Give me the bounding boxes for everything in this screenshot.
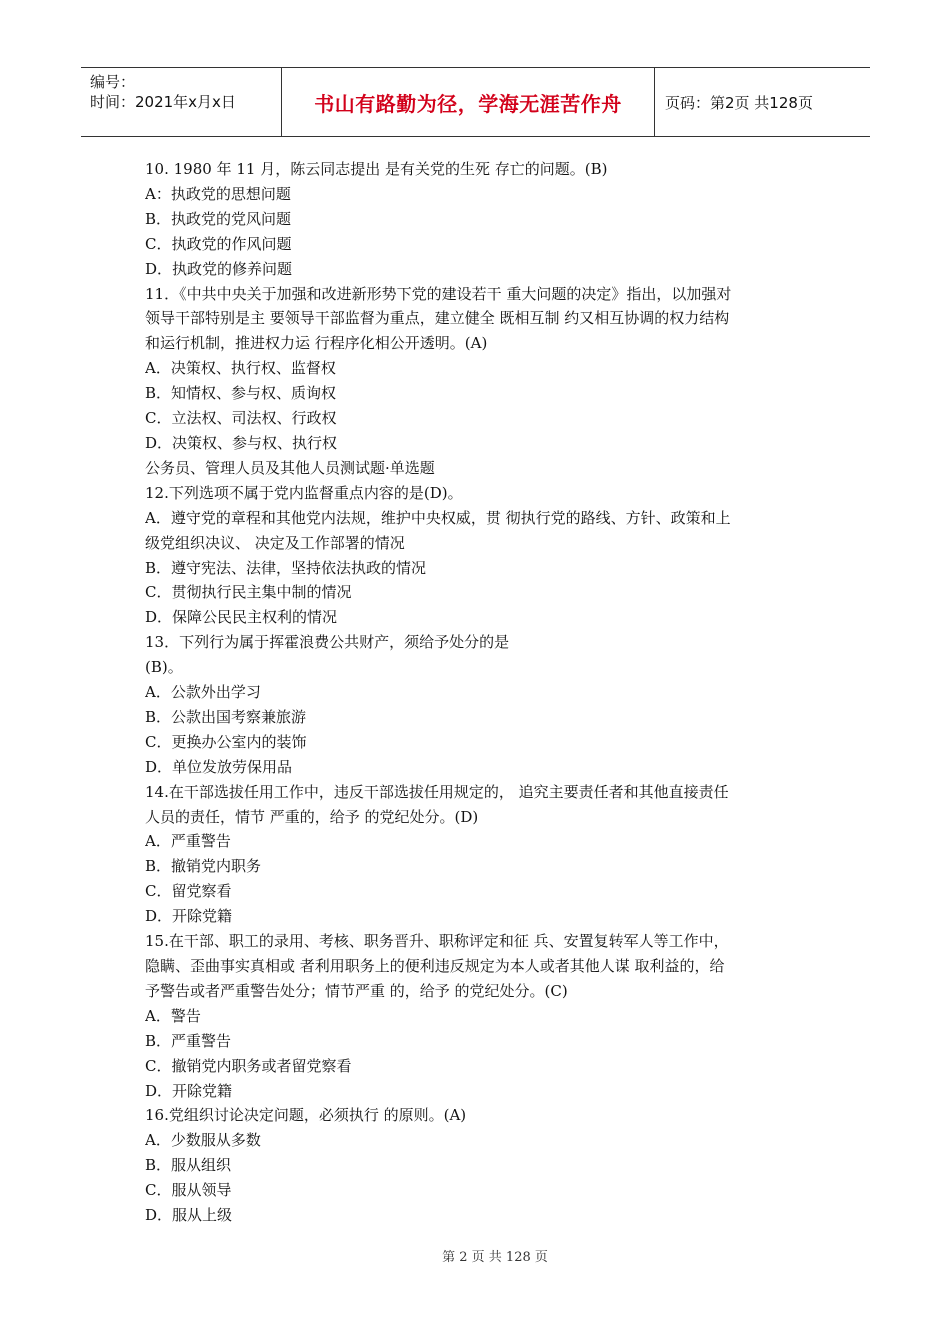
header-motto: 书山有路勤为径，学海无涯苦作舟 — [314, 91, 622, 116]
header-page-cell — [655, 68, 870, 136]
text-line: C．服从领导 — [145, 1181, 232, 1200]
text-line: 16.党组织讨论决定问题，必须执行 的原则。(A) — [145, 1106, 467, 1125]
text-line: C．立法权、司法权、行政权 — [145, 409, 337, 428]
header-motto-cell — [282, 68, 655, 136]
question-content — [145, 157, 810, 1228]
text-line: B．公款出国考察兼旅游 — [145, 707, 307, 726]
text-line: 人员的责任，情节 严重的，给予 的党纪处分。(D) — [145, 807, 479, 826]
text-line: A．少数服从多数 — [145, 1131, 261, 1150]
text-line: 11．《中共中央关于加强和改进新形势下党的建设若干 重大问题的决定》指出，以加强对 — [145, 284, 732, 303]
text-line: B．严重警告 — [145, 1031, 232, 1050]
text-line: D．开除党籍 — [145, 907, 233, 926]
text-line: D．执政党的修养问题 — [145, 259, 293, 278]
footer-page-number: 第 2 页 共 128 页 — [442, 1250, 548, 1265]
text-line: D．开除党籍 — [145, 1081, 233, 1100]
text-line: 12.下列选项不属于党内监督重点内容的是(D)。 — [145, 483, 463, 502]
text-line: A：执政党的思想问题 — [145, 184, 291, 203]
text-line: C．执政党的作风问题 — [145, 234, 292, 253]
text-line: A．严重警告 — [145, 832, 231, 851]
text-line: B．服从组织 — [145, 1156, 232, 1175]
text-line: B．执政党的党风问题 — [145, 209, 292, 228]
text-line: A．遵守党的章程和其他党内法规，维护中央权威，贯 彻执行党的路线、方针、政策和上 — [145, 508, 731, 527]
text-line: A．决策权、执行权、监督权 — [145, 359, 336, 378]
text-line: A．警告 — [145, 1006, 201, 1025]
text-line: 和运行机制，推进权力运 行程序化相公开透明。(A) — [145, 334, 488, 353]
document-time-label: 时间：2021年x月x日 — [90, 93, 236, 111]
header-meta — [81, 68, 282, 136]
text-line: C．留党察看 — [145, 882, 232, 901]
text-line: B．撤销党内职务 — [145, 857, 262, 876]
text-line: C．撤销党内职务或者留党察看 — [145, 1056, 352, 1075]
text-line: D．服从上级 — [145, 1206, 233, 1225]
document-number-label: 编号： — [90, 73, 136, 91]
text-line: B．知情权、参与权、质询权 — [145, 384, 337, 403]
text-line: D．单位发放劳保用品 — [145, 757, 293, 776]
text-line: C．更换办公室内的装饰 — [145, 732, 307, 751]
text-line: C．贯彻执行民主集中制的情况 — [145, 583, 352, 602]
text-line: 14.在干部选拔任用工作中，违反干部选拔任用规定的， 追究主要责任者和其他直接责任 — [145, 782, 729, 801]
text-line: 10. 1980 年 11 月，陈云同志提出 是有关党的生死 存亡的问题。(B) — [145, 160, 608, 178]
header-page-number: 页码：第2页 共128页 — [665, 93, 813, 112]
text-line: 隐瞒、歪曲事实真相或 者利用职务上的便利违反规定为本人或者其他人谋 取利益的，给 — [145, 957, 725, 975]
page-header — [81, 67, 870, 137]
text-line: D．决策权、参与权、执行权 — [145, 433, 338, 452]
text-line: 15.在干部、职工的录用、考核、职务晋升、职称评定和征 兵、安置复转军人等工作中， — [145, 932, 729, 951]
text-line: B．遵守宪法、法律，坚持依法执政的情况 — [145, 558, 427, 577]
text-line: A．公款外出学习 — [145, 683, 261, 702]
text-line: 领导干部特别是主 要领导干部监督为重点，建立健全 既相互制 约又相互协调的权力结构 — [145, 309, 730, 328]
text-line: 公务员、管理人员及其他人员测试题·单选题 — [145, 458, 435, 477]
text-line: D．保障公民民主权利的情况 — [145, 608, 338, 627]
text-line: (B)。 — [145, 658, 183, 677]
text-line: 予警告或者严重警告处分；情节严重 的，给予 的党纪处分。(C) — [145, 981, 568, 1000]
text-line: 13．下列行为属于挥霍浪费公共财产，须给予处分的是 — [145, 633, 510, 652]
text-line: 级党组织决议、 决定及工作部署的情况 — [145, 533, 405, 552]
page-footer — [0, 1246, 950, 1265]
